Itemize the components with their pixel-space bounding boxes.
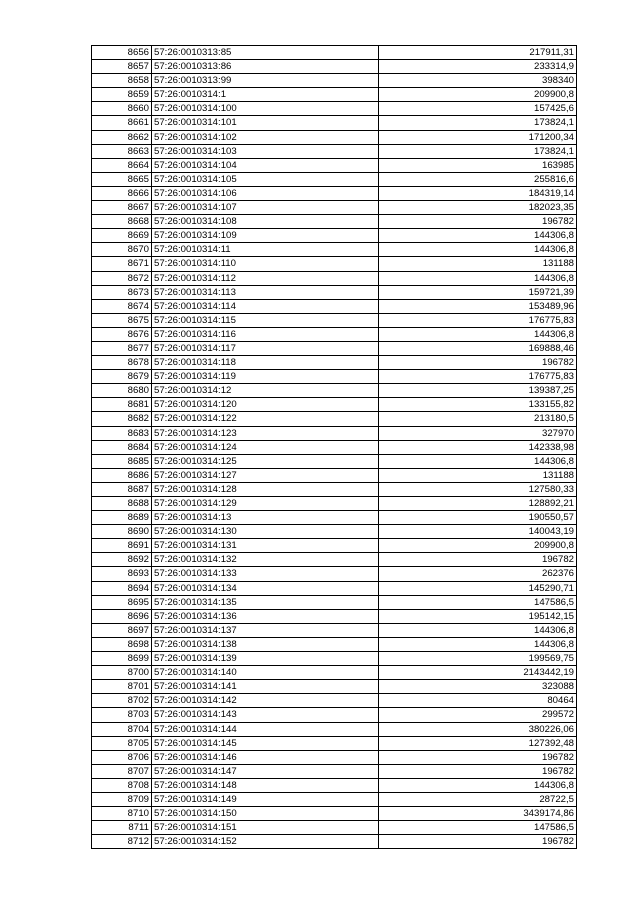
row-number-cell: 8672 [92, 271, 152, 285]
row-number-cell: 8676 [92, 327, 152, 341]
table-row [92, 482, 577, 496]
table-row [92, 553, 577, 567]
cadastral-number-cell: 57:26:0010314:148 [152, 778, 379, 792]
row-number-cell: 8708 [92, 778, 152, 792]
cadastral-number-cell: 57:26:0010314:103 [152, 144, 379, 158]
value-cell: 133155,82 [379, 398, 577, 412]
table-row [92, 299, 577, 313]
cadastral-number-cell: 57:26:0010314:104 [152, 158, 379, 172]
cadastral-number-cell: 57:26:0010314:107 [152, 201, 379, 215]
value-cell: 217911,31 [379, 46, 577, 60]
table-row [92, 116, 577, 130]
value-cell: 144306,8 [379, 623, 577, 637]
table-row [92, 215, 577, 229]
value-cell: 131188 [379, 468, 577, 482]
cadastral-number-cell: 57:26:0010314:123 [152, 426, 379, 440]
table-row [92, 708, 577, 722]
table-row [92, 680, 577, 694]
row-number-cell: 8688 [92, 497, 152, 511]
cadastral-number-cell: 57:26:0010314:130 [152, 525, 379, 539]
table-row [92, 201, 577, 215]
cadastral-number-cell: 57:26:0010314:11 [152, 243, 379, 257]
value-cell: 190550,57 [379, 511, 577, 525]
row-number-cell: 8686 [92, 468, 152, 482]
table-row [92, 327, 577, 341]
row-number-cell: 8684 [92, 440, 152, 454]
registry-table-body [92, 46, 577, 849]
row-number-cell: 8703 [92, 708, 152, 722]
row-number-cell: 8664 [92, 158, 152, 172]
row-number-cell: 8656 [92, 46, 152, 60]
value-cell: 2143442,19 [379, 666, 577, 680]
value-cell: 153489,96 [379, 299, 577, 313]
cadastral-number-cell: 57:26:0010314:116 [152, 327, 379, 341]
cadastral-number-cell: 57:26:0010314:134 [152, 581, 379, 595]
row-number-cell: 8687 [92, 482, 152, 496]
value-cell: 173824,1 [379, 144, 577, 158]
row-number-cell: 8696 [92, 609, 152, 623]
row-number-cell: 8663 [92, 144, 152, 158]
row-number-cell: 8709 [92, 792, 152, 806]
cadastral-number-cell: 57:26:0010314:145 [152, 736, 379, 750]
table-row [92, 341, 577, 355]
cadastral-number-cell: 57:26:0010314:117 [152, 341, 379, 355]
table-row [92, 144, 577, 158]
value-cell: 144306,8 [379, 637, 577, 651]
value-cell: 176775,83 [379, 370, 577, 384]
table-row [92, 736, 577, 750]
row-number-cell: 8702 [92, 694, 152, 708]
table-row [92, 637, 577, 651]
row-number-cell: 8659 [92, 88, 152, 102]
table-row [92, 102, 577, 116]
cadastral-number-cell: 57:26:0010314:12 [152, 384, 379, 398]
table-row [92, 525, 577, 539]
value-cell: 255816,6 [379, 172, 577, 186]
row-number-cell: 8697 [92, 623, 152, 637]
row-number-cell: 8675 [92, 313, 152, 327]
table-row [92, 271, 577, 285]
cadastral-number-cell: 57:26:0010314:152 [152, 835, 379, 849]
cadastral-number-cell: 57:26:0010314:113 [152, 285, 379, 299]
row-number-cell: 8683 [92, 426, 152, 440]
row-number-cell: 8682 [92, 412, 152, 426]
cadastral-number-cell: 57:26:0010314:137 [152, 623, 379, 637]
value-cell: 127580,33 [379, 482, 577, 496]
table-row [92, 440, 577, 454]
value-cell: 144306,8 [379, 454, 577, 468]
value-cell: 28722,5 [379, 792, 577, 806]
table-row [92, 807, 577, 821]
row-number-cell: 8680 [92, 384, 152, 398]
value-cell: 159721,39 [379, 285, 577, 299]
row-number-cell: 8693 [92, 567, 152, 581]
row-number-cell: 8685 [92, 454, 152, 468]
cadastral-number-cell: 57:26:0010314:139 [152, 652, 379, 666]
table-row [92, 356, 577, 370]
table-row [92, 623, 577, 637]
value-cell: 209900,8 [379, 539, 577, 553]
table-row [92, 722, 577, 736]
row-number-cell: 8657 [92, 60, 152, 74]
cadastral-number-cell: 57:26:0010314:100 [152, 102, 379, 116]
cadastral-number-cell: 57:26:0010314:105 [152, 172, 379, 186]
value-cell: 173824,1 [379, 116, 577, 130]
cadastral-number-cell: 57:26:0010313:86 [152, 60, 379, 74]
row-number-cell: 8701 [92, 680, 152, 694]
row-number-cell: 8666 [92, 186, 152, 200]
value-cell: 196782 [379, 356, 577, 370]
cadastral-number-cell: 57:26:0010314:119 [152, 370, 379, 384]
table-row [92, 60, 577, 74]
cadastral-number-cell: 57:26:0010314:150 [152, 807, 379, 821]
row-number-cell: 8669 [92, 229, 152, 243]
value-cell: 169888,46 [379, 341, 577, 355]
row-number-cell: 8711 [92, 821, 152, 835]
table-row [92, 384, 577, 398]
cadastral-number-cell: 57:26:0010314:125 [152, 454, 379, 468]
value-cell: 196782 [379, 764, 577, 778]
row-number-cell: 8679 [92, 370, 152, 384]
value-cell: 196782 [379, 750, 577, 764]
value-cell: 3439174,86 [379, 807, 577, 821]
table-row [92, 172, 577, 186]
cadastral-number-cell: 57:26:0010314:122 [152, 412, 379, 426]
value-cell: 147586,5 [379, 821, 577, 835]
row-number-cell: 8691 [92, 539, 152, 553]
row-number-cell: 8695 [92, 595, 152, 609]
value-cell: 196782 [379, 835, 577, 849]
cadastral-number-cell: 57:26:0010314:151 [152, 821, 379, 835]
cadastral-number-cell: 57:26:0010314:140 [152, 666, 379, 680]
cadastral-number-cell: 57:26:0010314:149 [152, 792, 379, 806]
value-cell: 196782 [379, 553, 577, 567]
value-cell: 184319,14 [379, 186, 577, 200]
row-number-cell: 8677 [92, 341, 152, 355]
row-number-cell: 8707 [92, 764, 152, 778]
table-row [92, 792, 577, 806]
table-row [92, 567, 577, 581]
value-cell: 182023,35 [379, 201, 577, 215]
table-row [92, 764, 577, 778]
cadastral-number-cell: 57:26:0010314:128 [152, 482, 379, 496]
value-cell: 213180,5 [379, 412, 577, 426]
row-number-cell: 8681 [92, 398, 152, 412]
table-row [92, 370, 577, 384]
cadastral-number-cell: 57:26:0010314:109 [152, 229, 379, 243]
cadastral-number-cell: 57:26:0010314:118 [152, 356, 379, 370]
row-number-cell: 8658 [92, 74, 152, 88]
table-row [92, 229, 577, 243]
table-row [92, 398, 577, 412]
cadastral-number-cell: 57:26:0010314:1 [152, 88, 379, 102]
table-row [92, 285, 577, 299]
table-row [92, 511, 577, 525]
value-cell: 128892,21 [379, 497, 577, 511]
value-cell: 171200,34 [379, 130, 577, 144]
row-number-cell: 8670 [92, 243, 152, 257]
value-cell: 144306,8 [379, 327, 577, 341]
row-number-cell: 8706 [92, 750, 152, 764]
value-cell: 127392,48 [379, 736, 577, 750]
table-row [92, 313, 577, 327]
row-number-cell: 8704 [92, 722, 152, 736]
row-number-cell: 8690 [92, 525, 152, 539]
table-row [92, 750, 577, 764]
table-row [92, 257, 577, 271]
row-number-cell: 8673 [92, 285, 152, 299]
cadastral-number-cell: 57:26:0010314:102 [152, 130, 379, 144]
value-cell: 299572 [379, 708, 577, 722]
value-cell: 142338,98 [379, 440, 577, 454]
row-number-cell: 8665 [92, 172, 152, 186]
cadastral-number-cell: 57:26:0010314:129 [152, 497, 379, 511]
table-row [92, 130, 577, 144]
cadastral-number-cell: 57:26:0010314:136 [152, 609, 379, 623]
cadastral-number-cell: 57:26:0010314:131 [152, 539, 379, 553]
table-row [92, 412, 577, 426]
value-cell: 233314,9 [379, 60, 577, 74]
cadastral-number-cell: 57:26:0010314:124 [152, 440, 379, 454]
registry-table [91, 45, 577, 849]
cadastral-number-cell: 57:26:0010314:13 [152, 511, 379, 525]
table-row [92, 835, 577, 849]
row-number-cell: 8698 [92, 637, 152, 651]
row-number-cell: 8662 [92, 130, 152, 144]
cadastral-number-cell: 57:26:0010314:108 [152, 215, 379, 229]
value-cell: 144306,8 [379, 271, 577, 285]
value-cell: 163985 [379, 158, 577, 172]
row-number-cell: 8689 [92, 511, 152, 525]
value-cell: 147586,5 [379, 595, 577, 609]
value-cell: 209900,8 [379, 88, 577, 102]
value-cell: 131188 [379, 257, 577, 271]
value-cell: 196782 [379, 215, 577, 229]
cadastral-number-cell: 57:26:0010314:132 [152, 553, 379, 567]
table-row [92, 454, 577, 468]
row-number-cell: 8705 [92, 736, 152, 750]
table-row [92, 468, 577, 482]
table-row [92, 74, 577, 88]
table-row [92, 539, 577, 553]
row-number-cell: 8692 [92, 553, 152, 567]
value-cell: 157425,6 [379, 102, 577, 116]
row-number-cell: 8678 [92, 356, 152, 370]
cadastral-number-cell: 57:26:0010314:138 [152, 637, 379, 651]
row-number-cell: 8710 [92, 807, 152, 821]
cadastral-number-cell: 57:26:0010314:101 [152, 116, 379, 130]
value-cell: 195142,15 [379, 609, 577, 623]
cadastral-number-cell: 57:26:0010314:114 [152, 299, 379, 313]
value-cell: 140043,19 [379, 525, 577, 539]
value-cell: 80464 [379, 694, 577, 708]
table-row [92, 88, 577, 102]
value-cell: 327970 [379, 426, 577, 440]
value-cell: 145290,71 [379, 581, 577, 595]
value-cell: 144306,8 [379, 243, 577, 257]
row-number-cell: 8668 [92, 215, 152, 229]
table-row [92, 426, 577, 440]
row-number-cell: 8700 [92, 666, 152, 680]
value-cell: 139387,25 [379, 384, 577, 398]
value-cell: 199569,75 [379, 652, 577, 666]
table-row [92, 609, 577, 623]
cadastral-number-cell: 57:26:0010314:141 [152, 680, 379, 694]
cadastral-number-cell: 57:26:0010314:110 [152, 257, 379, 271]
table-row [92, 46, 577, 60]
row-number-cell: 8674 [92, 299, 152, 313]
value-cell: 144306,8 [379, 778, 577, 792]
value-cell: 380226,06 [379, 722, 577, 736]
cadastral-number-cell: 57:26:0010314:144 [152, 722, 379, 736]
cadastral-number-cell: 57:26:0010314:120 [152, 398, 379, 412]
row-number-cell: 8712 [92, 835, 152, 849]
table-row [92, 186, 577, 200]
row-number-cell: 8671 [92, 257, 152, 271]
table-row [92, 694, 577, 708]
table-row [92, 821, 577, 835]
cadastral-number-cell: 57:26:0010314:146 [152, 750, 379, 764]
row-number-cell: 8694 [92, 581, 152, 595]
cadastral-number-cell: 57:26:0010314:142 [152, 694, 379, 708]
cadastral-number-cell: 57:26:0010314:133 [152, 567, 379, 581]
table-row [92, 497, 577, 511]
table-row [92, 243, 577, 257]
row-number-cell: 8667 [92, 201, 152, 215]
value-cell: 176775,83 [379, 313, 577, 327]
row-number-cell: 8699 [92, 652, 152, 666]
table-row [92, 778, 577, 792]
cadastral-number-cell: 57:26:0010313:85 [152, 46, 379, 60]
table-row [92, 595, 577, 609]
row-number-cell: 8661 [92, 116, 152, 130]
value-cell: 323088 [379, 680, 577, 694]
cadastral-number-cell: 57:26:0010314:143 [152, 708, 379, 722]
cadastral-number-cell: 57:26:0010313:99 [152, 74, 379, 88]
table-row [92, 158, 577, 172]
row-number-cell: 8660 [92, 102, 152, 116]
cadastral-number-cell: 57:26:0010314:115 [152, 313, 379, 327]
table-row [92, 652, 577, 666]
cadastral-number-cell: 57:26:0010314:112 [152, 271, 379, 285]
table-row [92, 666, 577, 680]
table-row [92, 581, 577, 595]
cadastral-number-cell: 57:26:0010314:135 [152, 595, 379, 609]
value-cell: 144306,8 [379, 229, 577, 243]
value-cell: 262376 [379, 567, 577, 581]
cadastral-number-cell: 57:26:0010314:106 [152, 186, 379, 200]
cadastral-number-cell: 57:26:0010314:147 [152, 764, 379, 778]
cadastral-number-cell: 57:26:0010314:127 [152, 468, 379, 482]
value-cell: 398340 [379, 74, 577, 88]
